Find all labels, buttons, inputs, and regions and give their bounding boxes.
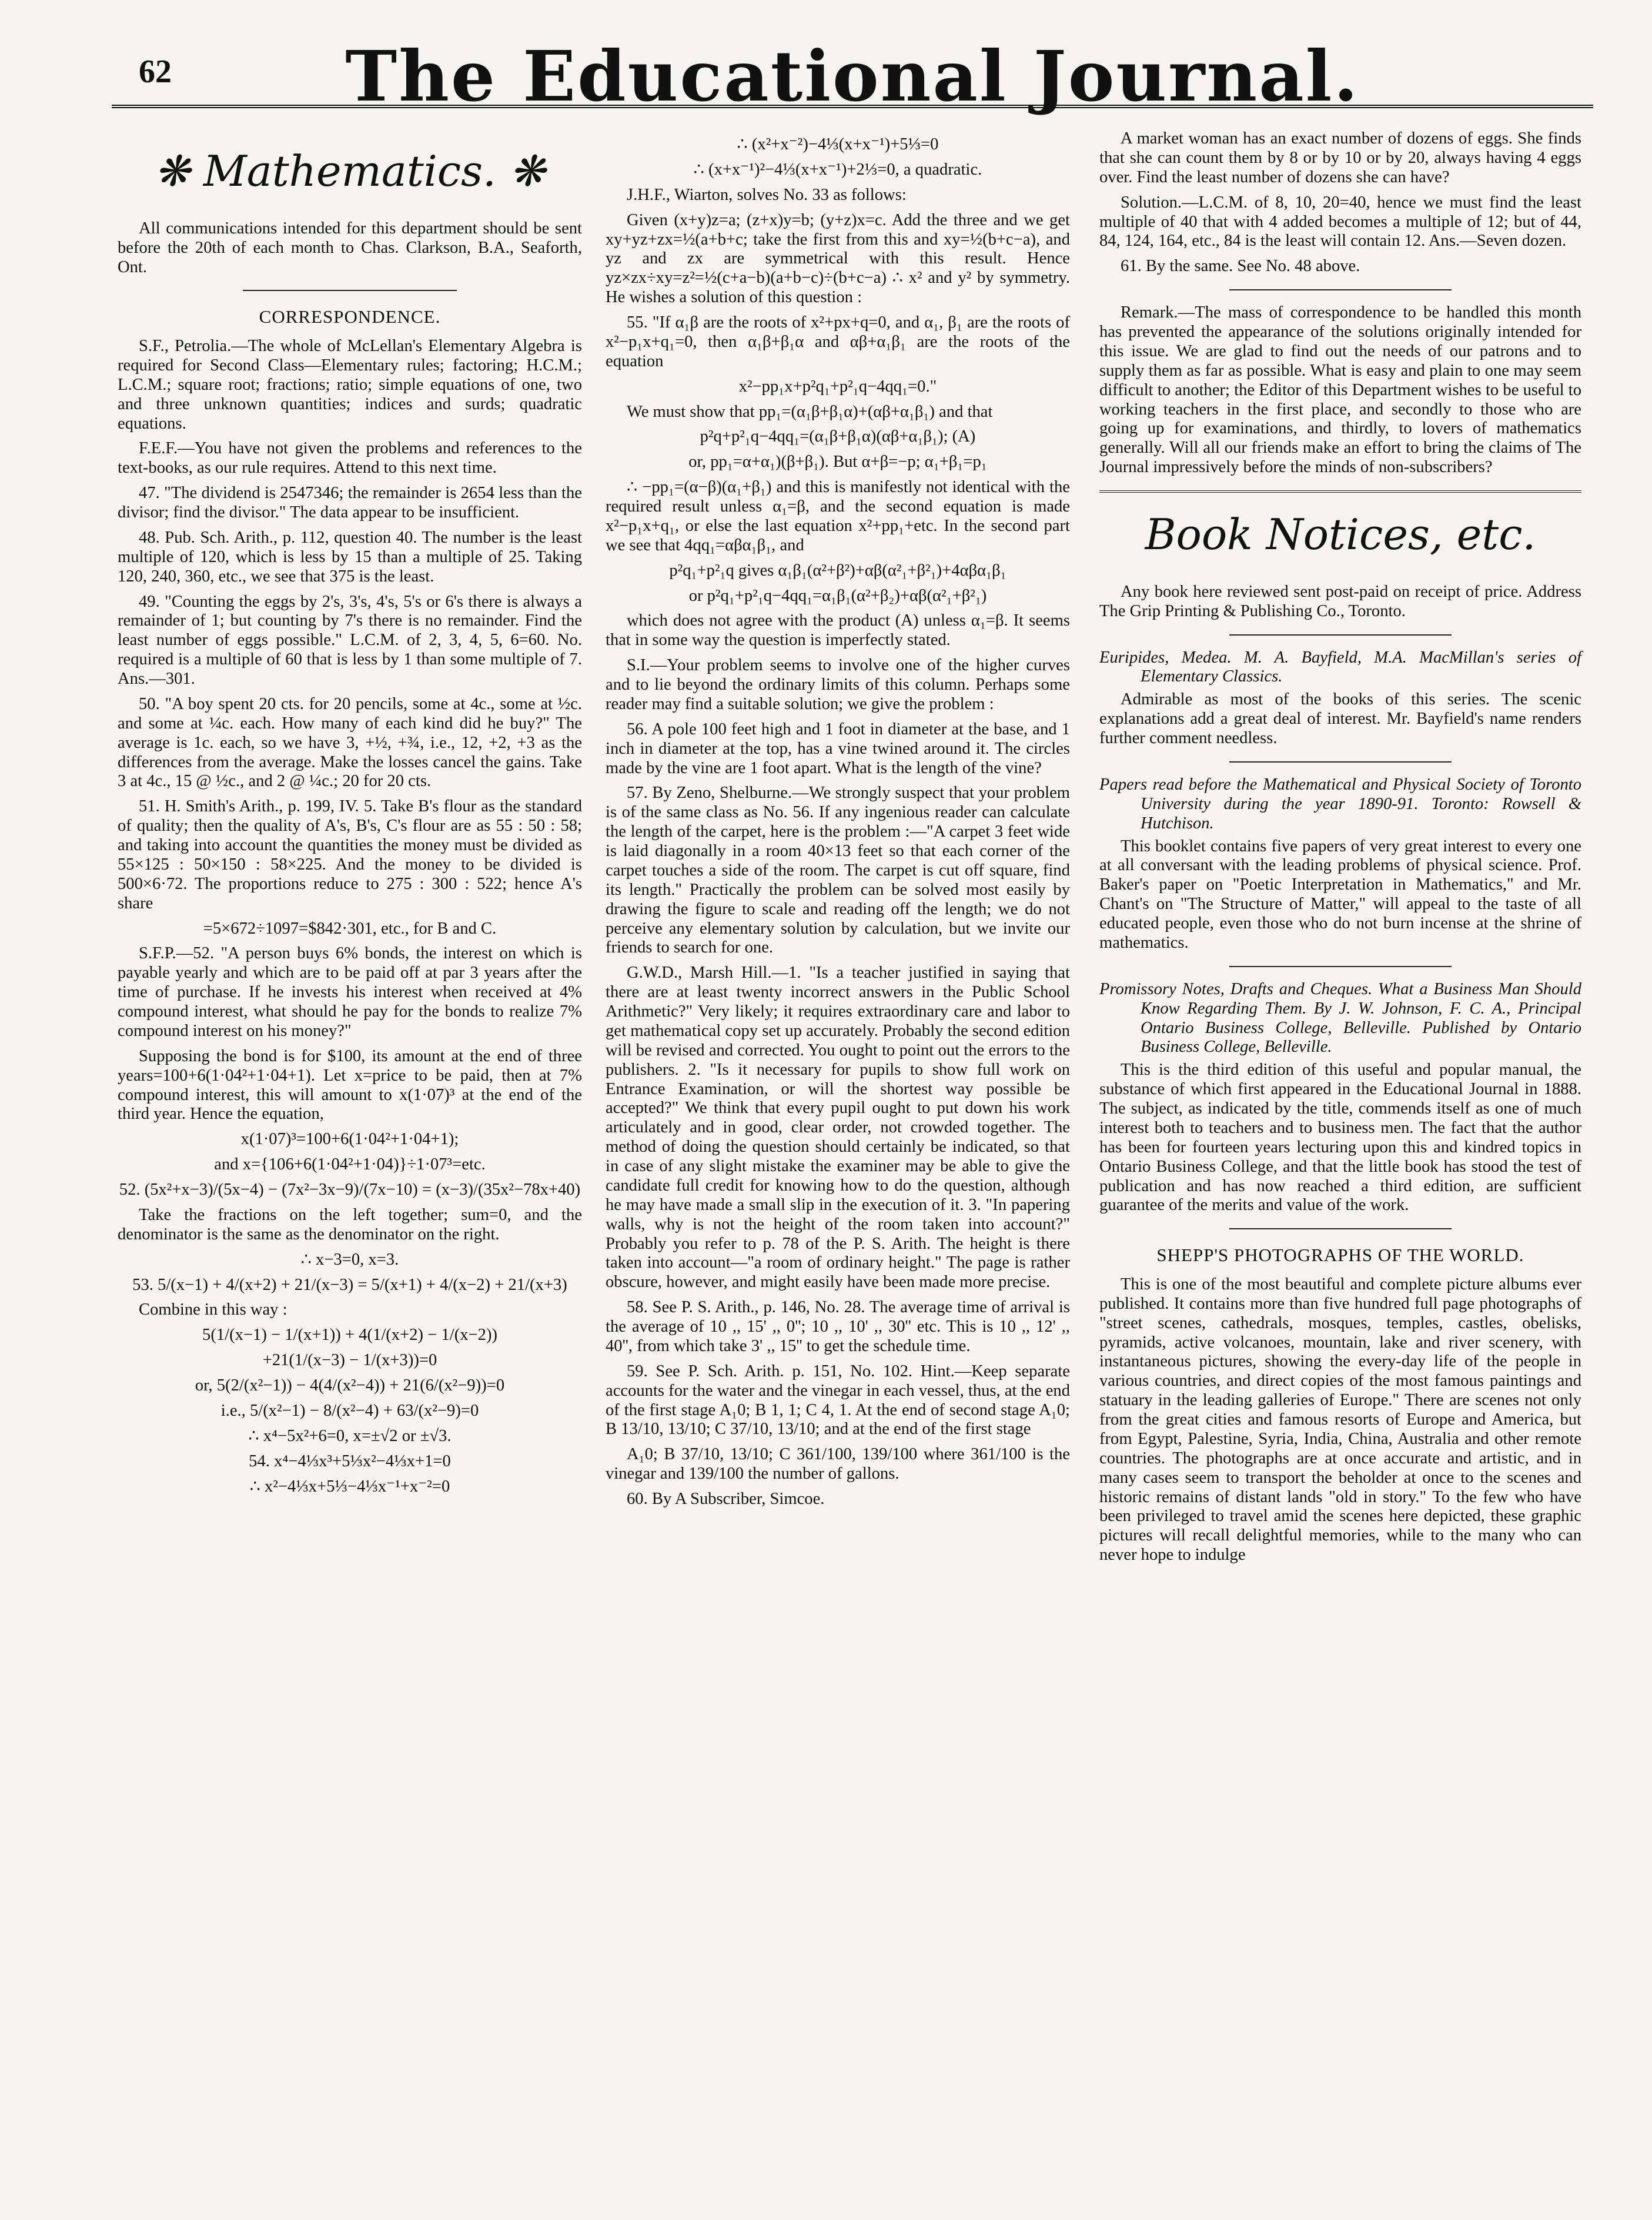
paragraph: S.F.P.—52. "A person buys 6% bonds, the interest on which is payable yearly and which are to be paid off at par 3 years after the time of purchase. If he invests his interest when received at 4% compound interest, what should he pay for the bonds to realize 7% compound interest on his money?": [118, 944, 582, 1040]
section-title-mathematics: ❋ Mathematics. ❋: [154, 146, 546, 196]
paragraph: 55. "If α₁β are the roots of x²+px+q=0, and α₁, β₁ are the roots of x²−p₁x+q₁=0, then α₁β+β₁α and αβ+α₁β₁ are the roots of the equation: [606, 313, 1070, 370]
paragraph: G.W.D., Marsh Hill.—1. "Is a teacher justified in saying that there are at least twenty incorrect answers in the Public School Arithmetic?" Very likely; it requires extraordinary care and labor to get mathematical copy set up accurately. Probably the second edition will be revised and corrected. You ought to point out the errors to the publishers. 2. "Is it necessary for pupils to show full work on Entrance Examination, or will the shortest way possible be accepted?" We think that every pupil ought to put down his work articulately and in good, clear order, not crowded together. The method of doing the question should certainly be indicated, so that in case of any slight mistake the examiner may be able to give the candidate full credit for knowing how to do the question, although he may have made a small slip in the execution of it. 3. "In papering walls, why is not the height of the room taken into account?" Probably you refer to p. 78 of the P. S. Arith. The height is there taken into account—"a room of ordinary height." The page is rather obscure, however, and might easily have been made more precise.: [606, 964, 1070, 1292]
paragraph: Supposing the bond is for $100, its amount at the end of three years=100+6(1·04²+1·04+1). Let x=price to be paid, then at 7% compound interest, this will amount to x(1·07)³ at the end of the third year. Hence the equation,: [118, 1047, 582, 1124]
paragraph: 61. By the same. See No. 48 above.: [1121, 257, 1360, 276]
paragraph: Solution.—L.C.M. of 8, 10, 20=40, hence we must find the least multiple of 40 that with 4 added becomes a multiple of 12; but of 44, 84, 124, 164, etc., 84 is the least will contain 12. Ans.—Seven dozen.: [1099, 193, 1581, 250]
section-title-book-notices: Book Notices, etc.: [1145, 510, 1536, 559]
paragraph: S.I.—Your problem seems to involve one of the higher curves and to lie beyond the ordinary limits of this column. Perhaps some reader may find a suitable solution; we give the problem :: [606, 656, 1070, 713]
intro-paragraph: All communications intended for this department should be sent before the 20th of each month to Chas. Clarkson, B.A., Seaforth, Ont.: [118, 219, 582, 276]
equation: ∴ x²−4⅓x+5⅓−4⅓x⁻¹+x⁻²=0: [249, 1477, 450, 1496]
paragraph: Combine in this way :: [139, 1300, 287, 1319]
paragraph: S.F., Petrolia.—The whole of McLellan's Elementary Algebra is required for Second Class—Elementary rules; factoring; H.C.M.; L.C.M.; square root; fractions; ratio; simple equations of one, two and three unknown quantities; indices and surds; quadratic equations.: [118, 337, 582, 433]
paragraph: A₁0; B 37/10, 13/10; C 361/100, 139/100 where 361/100 is the vinegar and 139/100 the number of gallons.: [606, 1445, 1070, 1483]
paragraph: We must show that pp₁=(α₁β+β₁α)+(αβ+α₁β₁) and that: [627, 402, 993, 421]
paragraph: 58. See P. S. Arith., p. 146, No. 28. The average time of arrival is the average of 10 ,, 15' ,, 0''; 10 ,, 10' ,, 30'' etc. This is 10 ,, 12' ,, 40'', from which take 3' ,, 15'' to get the schedule time.: [606, 1298, 1070, 1355]
equation: or, pp₁=α+α₁)(β+β₁). But α+β=−p; α₁+β₁=p₁: [688, 453, 987, 472]
paragraph: F.E.F.—You have not given the problems and references to the text-books, as our rule requires. Attend to this next time.: [118, 439, 582, 477]
correspondence-heading: CORRESPONDENCE.: [259, 306, 441, 327]
equation: p²q₁+p²₁q gives α₁β₁(α²+β²)+αβ(α²₁+β²₁)+4αβα₁β₁: [669, 561, 1006, 580]
paragraph: Admirable as most of the books of this series. The scenic explanations add a great deal of interest. Mr. Bayfield's name renders further comment needless.: [1099, 690, 1581, 748]
divider: [1099, 490, 1581, 493]
equation: or, 5(2/(x²−1)) − 4(4/(x²−4)) + 21(6/(x²−9))=0: [195, 1376, 505, 1395]
divider: [1229, 966, 1451, 967]
paragraph: A market woman has an exact number of dozens of eggs. She finds that she can count them by 8 or by 10 or by 20, always having 4 eggs over. Find the least number of dozens she can have?: [1099, 129, 1581, 186]
shepp-heading: SHEPP'S PHOTOGRAPHS OF THE WORLD.: [1156, 1245, 1524, 1266]
equation: ∴ (x+x⁻¹)²−4⅓(x+x⁻¹)+2⅓=0, a quadratic.: [693, 160, 982, 179]
divider: [243, 290, 456, 291]
paragraph: which does not agree with the product (A) unless α₁=β. It seems that in some way the question is imperfectly stated.: [606, 611, 1070, 650]
equation: ∴ x−3=0, x=3.: [300, 1250, 399, 1269]
paragraph: Given (x+y)z=a; (z+x)y=b; (y+z)x=c. Add the three and we get xy+yz+zx=½(a+b+c; take the first from this and xy=½(b+c−a), and yz and zx are symmetrical with this result. Hence yz×zx÷xy=z²=½(c+a−b)(a+b−c)÷(b+c−a) ∴ x² and y² by symmetry. He wishes a solution of this question :: [606, 210, 1070, 307]
paragraph: J.H.F., Wiarton, solves No. 33 as follows:: [627, 185, 907, 204]
divider: [1229, 634, 1451, 636]
paragraph: 60. By A Subscriber, Simcoe.: [627, 1490, 825, 1508]
divider: [1229, 761, 1451, 763]
equation: x(1·07)³=100+6(1·04²+1·04+1);: [240, 1130, 459, 1149]
paragraph: 48. Pub. Sch. Arith., p. 112, question 40. The number is the least multiple of 120, which is less by 15 than a multiple of 25. Taking 120, 240, 360, etc., we see that 375 is the least.: [118, 528, 582, 586]
equation: =5×672÷1097=$842·301, etc., for B and C.: [203, 919, 497, 938]
paragraph: 56. A pole 100 feet high and 1 foot in diameter at the base, and 1 inch in diameter at the top, has a vine twined around it. The circles made by the vine are 1 foot apart. What is the length of the vine?: [606, 720, 1070, 777]
equation: 54. x⁴−4⅓x³+5⅓x²−4⅓x+1=0: [249, 1452, 451, 1470]
equation: x²−pp₁x+p²q₁+p²₁q−4qq₁=0.": [738, 377, 937, 396]
paragraph: 57. By Zeno, Shelburne.—We strongly suspect that your problem is of the same class as No. 56. If any ingenious reader can calculate the length of the carpet, here is the problem :—"A carpet 3 feet wide is laid diagonally in a room 40×13 feet so that each corner of the carpet touches a side of the room. The carpet is cut off square, find its length." Practically the problem can be solved most easily by drawing the figure to scale and reading off the length; we do not perceive any elementary solution by calculation, but we invite our friends to search for one.: [606, 784, 1070, 957]
book-title: Euripides, Medea. M. A. Bayfield, M.A. MacMillan's series of Elementary Classics.: [1099, 648, 1581, 686]
paragraph: 49. "Counting the eggs by 2's, 3's, 4's, 5's or 6's there is always a remainder of 1; but counting by 7's there is no remainder. Find the least number of eggs possible." L.C.M. of 2, 3, 4, 5, 6=60. No. required is a multiple of 60 that is less by 1 than some multiple of 7. Ans.—301.: [118, 592, 582, 688]
equation: i.e., 5/(x²−1) − 8/(x²−4) + 63/(x²−9)=0: [220, 1401, 479, 1420]
column-mathematics: [118, 129, 582, 1502]
book-title: Papers read before the Mathematical and Physical Society of Toronto University during the year 1890-91. Toronto: Rowsell & Hutchison.: [1099, 775, 1581, 833]
paragraph: This is the third edition of this useful and popular manual, the substance of which first appeared in the Educational Journal in 1888. The subject, as indicated by the title, commends itself as one of much interest both to teachers and to business men. The fact that the author has been for fourteen years lecturing upon this and kindred topics in Ontario Business College, and that the little book has stood the test of publication and has now reached a third edition, are sufficient guarantee of the merits and value of the work.: [1099, 1061, 1581, 1215]
paragraph: This is one of the most beautiful and complete picture albums ever published. It contains more than five hundred full page photographs of "street scenes, cathedrals, mosques, temples, castles, obelisks, pyramids, active volcanoes, mountain, lake and river scenery, with instantaneous pictures, showing the every-day life of the people in various countries, and direct copies of the most famous paintings and statuary in the leading galleries of Europe." There are scenes not only from the great cities and famous resorts of Europe and America, but from Egypt, Palestine, Syria, India, China, Australia and other remote countries. The photographs are at once accurate and artistic, and in many cases seem to transport the beholder at once to the scenes and historic remains of distant lands "old in story." To the few who have been privileged to travel amid the scenes here depicted, these graphic pictures will recall delightful memories, while to the many who can never hope to indulge: [1099, 1275, 1581, 1564]
divider: [1229, 289, 1451, 290]
equation: +21(1/(x−3) − 1/(x+3))=0: [262, 1351, 437, 1370]
paragraph: 47. "The dividend is 2547346; the remainder is 2654 less than the divisor; find the divisor." The data appear to be insufficient.: [118, 484, 582, 522]
header-rule: [112, 105, 1593, 108]
paragraph: Take the fractions on the left together; sum=0, and the denominator is the same as the denominator on the right.: [118, 1205, 582, 1243]
paragraph: 50. "A boy spent 20 cts. for 20 pencils, some at 4c., some at ½c. and some at ¼c. each. How many of each kind did he buy?" The average is 1c. each, so we have 3, +½, +¾, i.e., 12, +2, +3 as the differences from the average. Make the losses cancel the gains. Take 3 at 4c., 15 @ ½c., and 2 @ ¼c.; 20 for 20 cts.: [118, 694, 582, 791]
paragraph: Remark.—The mass of correspondence to be handled this month has prevented the appearance of the solutions originally intended for this issue. We are glad to find out the needs of our patrons and to supply them as far as possible. What is easy and plain to one may seem difficult to another; the Editor of this Department wishes to be useful to working teachers in the first place, and secondly to those who are going up for examinations, and thirdly, to lovers of mathematics generally. Will all our friends make an effort to bring the claims of The Journal impressively before the minds of non-subscribers?: [1099, 303, 1581, 477]
divider: [1229, 1228, 1451, 1229]
book-title: Promissory Notes, Drafts and Cheques. What a Business Man Should Know Regarding Them. By J. W. Johnson, F. C. A., Principal Ontario Business College, Belleville. Published by Ontario Business College, Belleville.: [1099, 979, 1581, 1056]
equation: 53. 5/(x−1) + 4/(x+2) + 21/(x−3) = 5/(x+1) + 4/(x−2) + 21/(x+3): [132, 1275, 567, 1294]
equation: or p²q₁+p²₁q−4qq₁=α₁β₁(α²+β₂)+αβ(α²₁+β²₁): [688, 586, 987, 605]
paragraph: 59. See P. Sch. Arith. p. 151, No. 102. Hint.—Keep separate accounts for the water and the vinegar in each vessel, thus, at the end of the first stage A₁0; B 1, 1; C 4, 1. At the end of second stage A₁0; B 13/10, 13/10; C 37/10, 13/10; and at the end of the first stage: [606, 1362, 1071, 1439]
equation: 5(1/(x−1) − 1/(x+1)) + 4(1/(x+2) − 1/(x−2)): [202, 1326, 497, 1345]
column-middle: [606, 129, 1070, 1515]
equation: ∴ (x²+x⁻²)−4⅓(x+x⁻¹)+5⅓=0: [737, 135, 939, 153]
paragraph: Any book here reviewed sent post-paid on receipt of price. Address The Grip Printing & Publishing Co., Toronto.: [1099, 582, 1581, 620]
equation: and x={106+6(1·04²+1·04)}÷1·07³=etc.: [214, 1155, 486, 1174]
equation: 52. (5x²+x−3)/(5x−4) − (7x²−3x−9)/(7x−10) = (x−3)/(35x²−78x+40): [119, 1181, 581, 1199]
paragraph: 51. H. Smith's Arith., p. 199, IV. 5. Take B's flour as the standard of quality; then the quality of A's, B's, C's flour are as 55 : 50 : 58; and taking into account the quantities the money must be divided as 55×125 : 50×150 : 58×225. And the money to be divided is 500×6·72. The proportions reduce to 275 : 300 : 522; hence A's share: [118, 797, 582, 912]
masthead: [112, 35, 1593, 123]
equation: p²q+p²₁q−4qq₁=(α₁β+β₁α)(αβ+α₁β₁); (A): [700, 427, 976, 446]
page-number: 62: [139, 54, 172, 90]
paragraph: This booklet contains five papers of very great interest to every one at all conversant with the leading problems of physical science. Prof. Baker's paper on "Poetic Interpretation in Mathematics," and Mr. Chant's on "The Structure of Matter," will appeal to the taste of all educated people, even those who do not burn incense at the shrine of mathematics.: [1099, 837, 1581, 952]
equation: ∴ x⁴−5x²+6=0, x=±√2 or ±√3.: [248, 1426, 452, 1445]
journal-title: The Educational Journal.: [345, 35, 1360, 117]
paragraph: ∴ −pp₁=(α−β)(α₁+β₁) and this is manifestly not identical with the required result unless α₁=β, and the second equation is made x²−p₁x+q₁, or else the last equation x²+pp₁+etc. In the second part we see that 4qq₁=αβα₁β₁, and: [606, 478, 1070, 554]
column-right: [1099, 129, 1581, 1571]
